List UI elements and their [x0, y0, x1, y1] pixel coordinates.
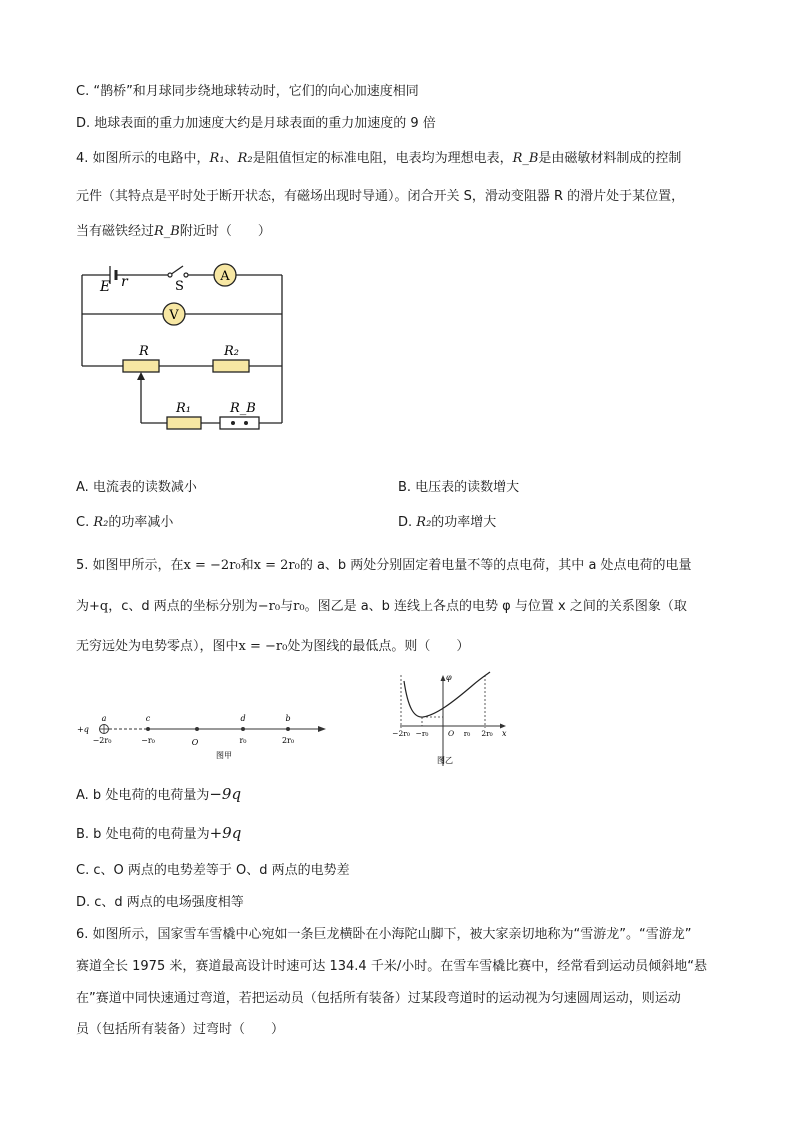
label-d: d [240, 714, 246, 723]
q5-option-d: D. c、d 两点的电场强度相等 [76, 895, 244, 910]
q4-stem-text: 是由磁敏材料制成的控制 [538, 151, 682, 166]
q4-option-d [398, 513, 496, 533]
q4-option-b: B. 电压表的读数增大 [398, 480, 520, 495]
symbol-rb: R_B [154, 224, 180, 239]
tick-origin: O [191, 738, 199, 747]
q5-option-a [76, 784, 241, 806]
figure-jia-number-line [70, 708, 332, 764]
math-expr: x = 2r₀ [253, 558, 300, 573]
q6-stem-line3: 在”赛道中同快速通过弯道，若把运动员（包括所有装备）过某段弯道时的运动视为匀速圆周运动，则运动 [76, 991, 681, 1006]
label-r: R [139, 344, 149, 359]
option-text: 的功率减小 [108, 515, 174, 530]
label-v: V [169, 308, 179, 323]
q5-stem-line2 [76, 597, 687, 617]
q4-option-a: A. 电流表的读数减小 [76, 480, 197, 495]
option-text: 的功率增大 [431, 515, 497, 530]
magnetic-element-rb [220, 417, 259, 429]
q5-stem-line1 [76, 556, 692, 576]
q5-stem-text: 和 [240, 558, 254, 573]
math-expr: x = −2r₀ [183, 558, 241, 573]
q5-stem-text: 的 a、b 两处分别固定着电量不等的点电荷，其中 a 处点电荷的电量 [299, 558, 692, 573]
label-a: a [101, 714, 107, 723]
symbol-rb: R_B [512, 151, 539, 166]
figure-yi-potential-graph [388, 670, 513, 772]
symbol-r1: R₁ [209, 151, 225, 166]
q4-stem-line1 [76, 149, 681, 169]
option-text: B. b 处电荷的电荷量为 [76, 827, 210, 842]
q6-stem-line2: 赛道全长 1975 米，赛道最高设计时速可达 134.4 千米/小时。在雪车雪橇比赛中，经常看到运动员倾斜地“悬 [76, 959, 707, 974]
figure-caption: 图乙 [437, 756, 453, 765]
q5-stem-text: 。图乙是 a、b 连线上各点的电势 φ 与位置 x 之间的关系图象（取 [304, 599, 687, 614]
q3-option-c: C. “鹊桥”和月球同步绕地球转动时，它们的向心加速度相同 [76, 84, 419, 99]
q5-stem-text: 为 [76, 599, 90, 614]
q5-option-b [76, 823, 241, 845]
symbol-r2: R₂ [93, 515, 109, 530]
math-expr: −9q [209, 785, 242, 803]
tick-r0: r₀ [239, 736, 247, 745]
option-letter: D. [398, 515, 417, 530]
option-text: A. b 处电荷的电荷量为 [76, 788, 210, 803]
rheostat-r [123, 360, 159, 372]
tick-origin: O [448, 729, 455, 738]
q4-stem-line3 [76, 222, 271, 242]
label-a: A [220, 269, 230, 284]
circuit-diagram [70, 255, 300, 440]
tick-2r0: 2r₀ [281, 736, 295, 745]
label-s: S [175, 279, 184, 294]
math-expr: x = −r₀ [238, 639, 288, 654]
tick-2r0: 2r₀ [481, 729, 493, 738]
q4-stem-text: 是阻值恒定的标准电阻，电表均为理想电表， [252, 151, 513, 166]
q5-stem-text: 5. 如图甲所示，在 [76, 558, 184, 573]
q5-stem-text: 与 [280, 599, 294, 614]
math-expr: +9q [209, 824, 242, 842]
option-letter: C. [76, 515, 94, 530]
q5-stem-text: 无穷远处为电势零点），图中 [76, 639, 239, 654]
q6-stem-line1: 6. 如图所示，国家雪车雪橇中心宛如一条巨龙横卧在小海陀山脚下，被大家亲切地称为“雪游龙”。“雪游龙” [76, 927, 692, 942]
resistor-r2 [213, 360, 249, 372]
tick-minus-r0: −r₀ [415, 729, 429, 738]
math-expr: r₀ [293, 599, 305, 614]
q5-stem-text: ，c、d 两点的坐标分别为 [108, 599, 258, 614]
q6-stem-line4: 员（包括所有装备）过弯时（ ） [76, 1022, 285, 1037]
axis-label-x: x [502, 729, 507, 738]
q4-stem-line2: 元件（其特点是平时处于断开状态，有磁场出现时导通）。闭合开关 S，滑动变阻器 R 的滑片处于某位置， [76, 189, 685, 204]
label-e: E [100, 279, 111, 295]
math-expr: −r₀ [257, 599, 281, 614]
q3-option-d: D. 地球表面的重力加速度大约是月球表面的重力加速度的 9 倍 [76, 116, 436, 131]
label-rb: R_B [230, 401, 256, 416]
label-r2: R₂ [224, 344, 239, 359]
tick-minus-2r0: −2r₀ [392, 729, 410, 738]
math-expr: +q [89, 599, 109, 614]
figure-caption: 图甲 [216, 751, 232, 760]
symbol-r2: R₂ [416, 515, 432, 530]
axis-label-phi: φ [446, 673, 452, 682]
tick-minus-r0: −r₀ [141, 736, 155, 745]
label-plus-q: +q [77, 725, 89, 734]
resistor-r1 [167, 417, 201, 429]
label-c: c [145, 714, 151, 723]
q4-stem-text: 、 [224, 151, 238, 166]
label-r1: R₁ [176, 401, 191, 416]
q4-stem-text: 当有磁铁经过 [76, 224, 155, 239]
tick-r0: r₀ [463, 729, 471, 738]
q4-option-c [76, 513, 173, 533]
q5-option-c: C. c、O 两点的电势差等于 O、d 两点的电势差 [76, 863, 350, 878]
symbol-r2: R₂ [237, 151, 253, 166]
q4-stem-text: 附近时（ ） [179, 224, 271, 239]
label-r-internal: r [121, 274, 128, 290]
q4-stem-text: 4. 如图所示的电路中， [76, 151, 210, 166]
q5-stem-line3 [76, 637, 469, 657]
q5-stem-text: 处为图线的最低点。则（ ） [287, 639, 470, 654]
tick-minus-2r0: −2r₀ [92, 736, 112, 745]
label-b: b [285, 714, 291, 723]
